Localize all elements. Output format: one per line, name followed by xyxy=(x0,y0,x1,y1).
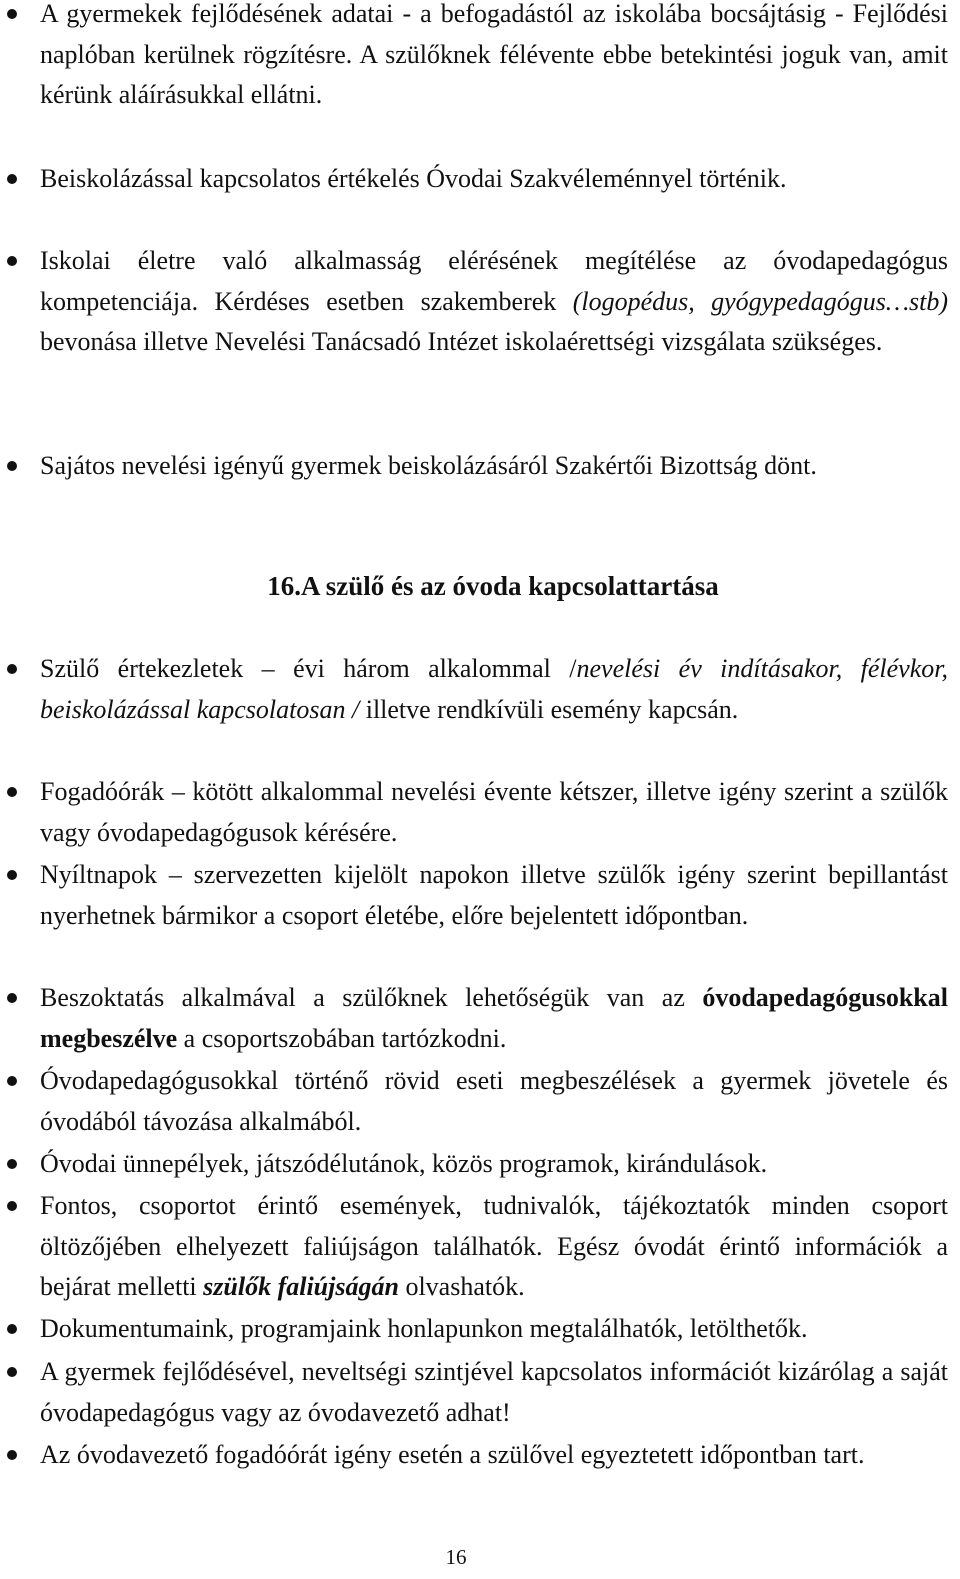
text-run: Szülő értekezletek – évi három alkalommal / xyxy=(40,654,577,683)
text-run-italic: (logopédus, gyógypedagógus…stb) xyxy=(572,286,948,316)
list-item: Az óvodavezető fogadóórát igény esetén a szülővel egyeztetett időpontban tart. xyxy=(40,1435,948,1476)
text-run-bold-italic xyxy=(203,1272,399,1301)
list-item: Óvodai ünnepélyek, játszódélutánok, közös programok, kirándulások. xyxy=(40,1144,948,1185)
list-item: Dokumentumaink, programjaink honlapunkon megtalálhatók, letölthetők. xyxy=(40,1309,948,1350)
list-item: Nyíltnapok – szervezetten kijelölt napokon illetve szülők igény szerint bepillantást nyerhetnek bármikor a csoport életébe, előre bejelentett időpontban. xyxy=(40,855,948,936)
list-item: A gyermek fejlődésével, neveltségi szintjével kapcsolatos információt kizárólag a saját óvodapedagógus vagy az óvodavezető adhat! xyxy=(40,1352,948,1433)
text-run: a csoportszobában tartózkodni. xyxy=(177,1023,507,1053)
list-item: Óvodapedagógusokkal történő rövid eseti megbeszélések a gyermek jövetele és óvodából távozása alkalmából. xyxy=(40,1061,948,1142)
page-number: 16 xyxy=(445,1545,467,1569)
text-run: Beszoktatás alkalmával a szülőknek lehetőségük van az xyxy=(40,983,703,1012)
list-item xyxy=(40,649,948,730)
text-run: olvashatók. xyxy=(398,1272,525,1301)
list-item: Beiskolázással kapcsolatos értékelés Óvodai Szakvéleménnyel történik. xyxy=(40,159,948,200)
list-item xyxy=(40,241,948,363)
section-heading: 16.A szülő és az óvoda kapcsolattartása xyxy=(267,571,719,601)
list-item xyxy=(40,1186,948,1308)
list-item xyxy=(40,978,948,1059)
text-run-bold: óvodapedagógusokkal megbeszélve xyxy=(40,983,948,1053)
text-run-italic: szülők faliújságán xyxy=(203,1272,399,1301)
list-item: Fogadóórák – kötött alkalommal nevelési évente kétszer, illetve igény szerint a szülők vagy óvodapedagógusok kérésére. xyxy=(40,772,948,853)
text-run-italic: nevelési év indításakor, félévkor, beiskolázással kapcsolatosan / xyxy=(40,654,948,724)
text-run: illetve rendkívüli esemény kapcsán. xyxy=(359,694,739,724)
text-run: Fontos, csoportot érintő események, tudnivalók, tájékoztatók minden csoport öltözőjében elhelyezett faliújságon találhatók. Egész óvodát érintő információk a bejárat melletti xyxy=(40,1191,948,1301)
list-item: A gyermekek fejlődésének adatai - a befogadástól az iskolába bocsájtásig - Fejlődési naplóban kerülnek rögzítésre. A szülőknek félévente ebbe betekintési joguk van, amit kérünk aláírásukkal ellátni. xyxy=(40,0,948,116)
text-run: bevonása illetve Nevelési Tanácsadó Intézet iskolaérettségi vizsgálata szükséges. xyxy=(40,327,883,356)
list-item: Sajátos nevelési igényű gyermek beiskolázásáról Szakértői Bizottság dönt. xyxy=(40,446,948,487)
text-run: Iskolai életre való alkalmasság elérésének megítélése az óvodapedagógus kompetenciája. Kérdéses esetben szakemberek xyxy=(40,246,948,316)
